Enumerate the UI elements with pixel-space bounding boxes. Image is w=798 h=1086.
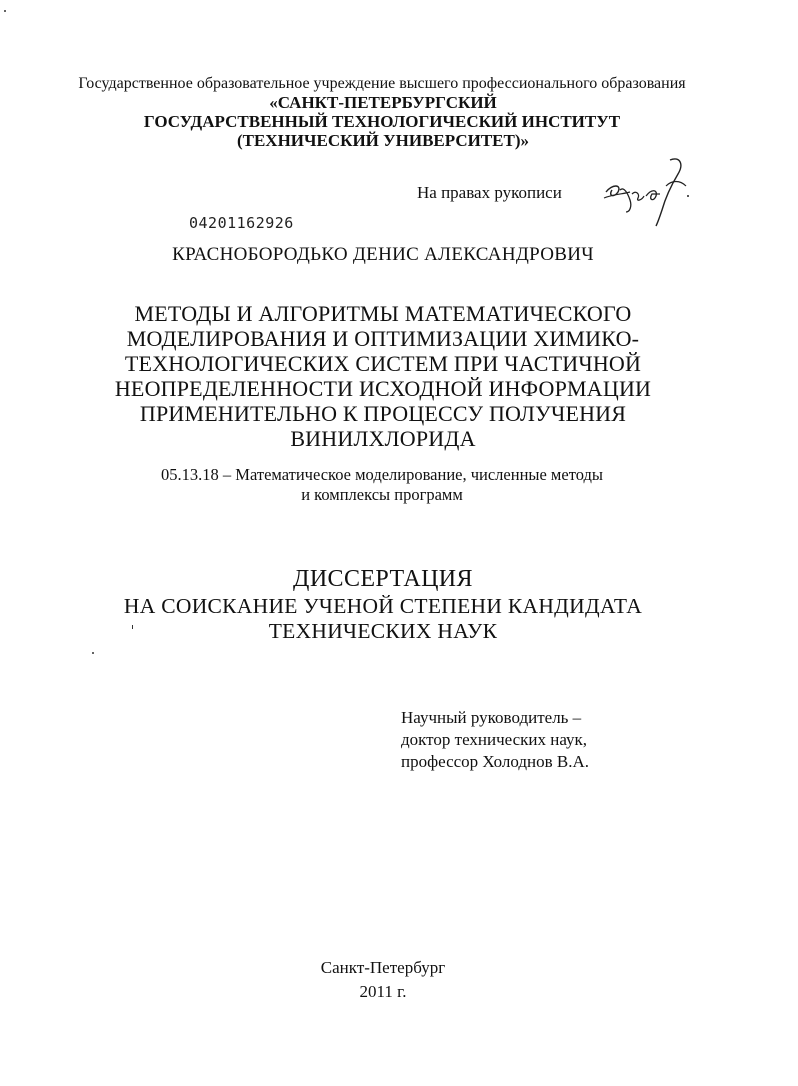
title-line: ТЕХНОЛОГИЧЕСКИХ СИСТЕМ ПРИ ЧАСТИЧНОЙ xyxy=(124,351,642,376)
signature-icon xyxy=(600,150,700,230)
institution-line-1: Государственное образовательное учреждение высшего профессионального образования xyxy=(78,75,686,92)
scan-speck xyxy=(132,625,133,629)
dissertation-subtitle-line-1: НА СОИСКАНИЕ УЧЕНОЙ СТЕПЕНИ КАНДИДАТА xyxy=(123,594,643,618)
stamp-number: 04201162926 xyxy=(189,214,294,232)
advisor-line-3: профессор Холоднов В.А. xyxy=(401,752,590,771)
city-year xyxy=(0,956,782,1004)
dissertation-heading: ДИССЕРТАЦИЯ xyxy=(293,566,473,592)
rights-note: На правах рукописи xyxy=(417,183,562,202)
institution-line-3: ГОСУДАРСТВЕННЫЙ ТЕХНОЛОГИЧЕСКИЙ ИНСТИТУТ xyxy=(143,112,621,131)
author-name: КРАСНОБОРОДЬКО ДЕНИС АЛЕКСАНДРОВИЧ xyxy=(172,244,594,265)
specialty-line-2: и комплексы программ xyxy=(301,485,463,504)
advisor-line-2: доктор технических наук, xyxy=(401,730,588,749)
scan-speck xyxy=(4,10,6,12)
title-line: МОДЕЛИРОВАНИЯ И ОПТИМИЗАЦИИ ХИМИКО- xyxy=(126,326,640,351)
title-line: НЕОПРЕДЕЛЕННОСТИ ИСХОДНОЙ ИНФОРМАЦИИ xyxy=(114,376,652,401)
title-line: ПРИМЕНИТЕЛЬНО К ПРОЦЕССУ ПОЛУЧЕНИЯ xyxy=(139,401,627,426)
specialty-line-1: 05.13.18 – Математическое моделирование, численные методы xyxy=(161,465,603,484)
year: 2011 г. xyxy=(359,982,407,1001)
title-line: ВИНИЛХЛОРИДА xyxy=(290,426,476,451)
title-line: МЕТОДЫ И АЛГОРИТМЫ МАТЕМАТИЧЕСКОГО xyxy=(134,301,632,326)
institution-line-2: «САНКТ-ПЕТЕРБУРГСКИЙ xyxy=(269,93,497,112)
dissertation-subtitle xyxy=(0,594,782,644)
advisor-block xyxy=(401,707,589,773)
advisor-line-1: Научный руководитель – xyxy=(401,708,582,727)
city: Санкт-Петербург xyxy=(320,958,446,977)
dissertation-title xyxy=(0,301,782,451)
institution-line-4: (ТЕХНИЧЕСКИЙ УНИВЕРСИТЕТ)» xyxy=(236,131,530,150)
dissertation-subtitle-line-2: ТЕХНИЧЕСКИХ НАУК xyxy=(268,619,498,643)
specialty xyxy=(0,465,781,505)
scan-speck xyxy=(92,652,94,654)
